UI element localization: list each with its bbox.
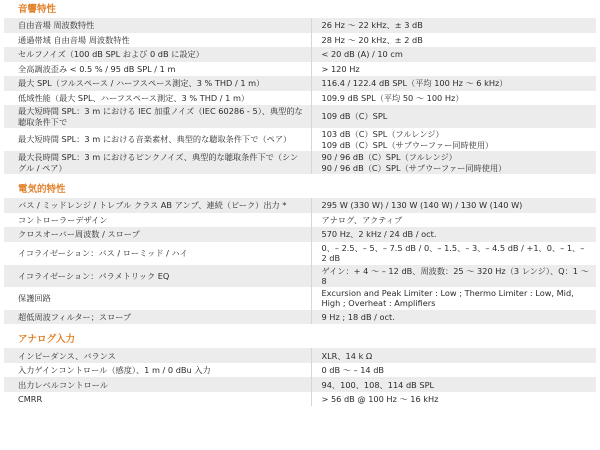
spec-label: コントローラーデザイン <box>18 214 108 225</box>
spec-value: 26 Hz ～ 22 kHz、± 3 dB <box>311 18 596 33</box>
spec-row <box>4 105 596 128</box>
spec-value: 0、– 2.5、– 5、– 7.5 dB / 0、– 1.5、– 3、– 4.5 dB / +1、0、– 1、– 2 dB <box>311 242 596 265</box>
spec-row <box>4 310 596 325</box>
spec-label: イコライゼーション：パラメトリック EQ <box>4 265 311 287</box>
spec-value: 94、100、108、114 dB SPL <box>311 377 596 392</box>
spec-row <box>4 377 596 392</box>
spec-row <box>4 76 596 91</box>
spec-label: 入力ゲインコントロール（感度）、1 m / 0 dBu 入力 <box>18 365 211 376</box>
spec-label: 最大 SPL（フルスペース / ハーフスペース測定、3 % THD / 1 m） <box>4 76 311 91</box>
spec-label: バス / ミッドレンジ / トレブル クラス AB アンプ、連続（ピーク）出力 * <box>4 198 311 213</box>
spec-row <box>4 18 596 33</box>
spec-value: ゲイン：+ 4 ～ – 12 dB、周波数：25 ～ 320 Hz（3 レンジ）、Q：1 ～ 8 <box>311 265 596 287</box>
spec-value: 9 Hz ; 18 dB / oct. <box>311 310 596 325</box>
spec-row <box>4 213 596 228</box>
spec-row <box>4 62 596 77</box>
spec-value: 28 Hz ～ 20 kHz、± 2 dB <box>311 33 596 48</box>
spec-label: 全高調波歪み < 0.5 % / 95 dB SPL / 1 m <box>18 63 176 74</box>
spec-label: 最大長時間 SPL：3 m におけるピンクノイズ、典型的な聴取条件下で（シングル / ペア） <box>4 151 311 174</box>
section-gap <box>4 324 596 332</box>
spec-value: 0 dB ～ – 14 dB <box>311 363 596 378</box>
spec-row <box>4 363 596 378</box>
spec-row <box>4 151 596 174</box>
spec-value: 116.4 / 122.4 dB SPL（平均 100 Hz ～ 6 kHz） <box>311 76 596 91</box>
spec-label: セルフノイズ（100 dB SPL および 0 dB に設定） <box>4 47 311 62</box>
spec-value: Excursion and Peak Limiter : Low ; Thermo Limiter : Low, Mid, High ; Overheat : Amplifiers <box>311 287 596 310</box>
spec-label: イコライゼーション：バス / ローミッド / ハイ <box>18 247 188 258</box>
spec-row <box>4 227 596 242</box>
spec-label: 最大短時間 SPL：3 m における IEC 加重ノイズ（IEC 60286 - 5）、典型的な聴取条件下で <box>4 105 311 128</box>
spec-label: インピーダンス、バランス <box>4 348 311 363</box>
spec-value: > 56 dB @ 100 Hz ～ 16 kHz <box>311 392 596 407</box>
spec-label: 超低周波フィルター；スロープ <box>4 310 311 325</box>
spec-row <box>4 348 596 363</box>
spec-label: CMRR <box>18 394 43 405</box>
spec-table <box>4 18 596 174</box>
spec-value: XLR、14 k Ω <box>311 348 596 363</box>
spec-row <box>4 47 596 62</box>
spec-label: 低域性能（最大 SPL、ハーフスペース測定、3 % THD / 1 m） <box>18 92 250 103</box>
spec-value: 570 Hz、2 kHz / 24 dB / oct. <box>311 227 596 242</box>
spec-label: 保護回路 <box>18 293 51 304</box>
spec-value: 295 W (330 W) / 130 W (140 W) / 130 W (140 W) <box>311 198 596 213</box>
spec-row <box>4 265 596 287</box>
spec-row <box>4 242 596 265</box>
spec-row <box>4 392 596 407</box>
spec-label: 通過帯域 自由音場 周波数特性 <box>18 34 130 45</box>
section-title: 電気的特性 <box>18 184 66 195</box>
spec-row <box>4 198 596 213</box>
spec-row <box>4 287 596 310</box>
spec-value: 109.9 dB SPL（平均 50 ～ 100 Hz） <box>311 91 596 106</box>
section-title: アナログ入力 <box>18 334 76 346</box>
section-title: 音響特性 <box>18 4 57 15</box>
spec-value: 90 / 96 dB（C）SPL（フルレンジ） 90 / 96 dB（C）SPL（サブウーファー同時使用） <box>311 151 596 174</box>
spec-row <box>4 128 596 151</box>
spec-label: クロスオーバー周波数 / スロープ <box>4 227 311 242</box>
spec-label: 出力レベルコントロール <box>4 377 311 392</box>
section-gap <box>4 174 596 182</box>
spec-row <box>4 91 596 106</box>
spec-label: 最大短時間 SPL：3 m における音楽素材、典型的な聴取条件下で（ペア） <box>18 134 292 145</box>
spec-table <box>4 348 596 406</box>
spec-value: < 20 dB (A) / 10 cm <box>311 47 596 62</box>
spec-value: 109 dB（C）SPL <box>311 105 596 128</box>
spec-label: 自由音場 周波数特性 <box>4 18 311 33</box>
spec-value: 103 dB（C）SPL（フルレンジ） 109 dB（C）SPL（サブウーファー同時使用） <box>311 128 596 151</box>
spec-value: > 120 Hz <box>311 62 596 77</box>
spec-row <box>4 33 596 48</box>
spec-table <box>4 198 596 324</box>
spec-value: アナログ、アクティブ <box>311 213 596 228</box>
